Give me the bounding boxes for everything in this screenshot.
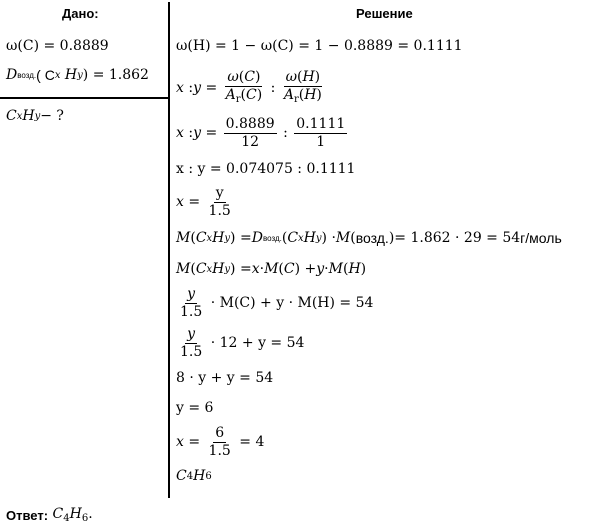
sol-line-13: C 4 H 6 <box>176 468 212 484</box>
sol-line-1: ω(H) = 1 − ω(C) = 1 − 0.8889 = 0.1111 <box>176 38 463 54</box>
given-line-2: D возд. ( C x H y ) = 1.862 <box>6 67 149 83</box>
sol-line-5: x = $\frac{y}{1.5}$ <box>176 185 231 219</box>
given-divider <box>0 97 169 99</box>
sol-line-4: x : y = 0.074075 : 0.1111 <box>176 161 356 177</box>
sol-line-8: $\frac{y}{1.5}$ · M(C) + y · M(H) = 54 <box>180 286 374 320</box>
vertical-divider <box>168 2 170 498</box>
given-header: Дано: <box>62 6 99 21</box>
given-line-1: ω(C) = 0.8889 <box>6 38 109 54</box>
sol-line-7: M ( C x H y ) = x · M ( C ) + y · M ( H ) <box>176 261 367 277</box>
given-d-sub: возд. <box>17 70 37 80</box>
sol-line-9: $\frac{y}{1.5}$ · 12 + y = 54 <box>180 326 305 360</box>
answer: Ответ: $C_4H_6$. <box>6 506 93 524</box>
solution-header: Решение <box>356 6 413 21</box>
answer-label: Ответ: <box>6 507 49 523</box>
sol-line-3: x : y = $\frac{0.8889}{12}$ : $\frac{0.1111}{1}$ <box>176 116 346 150</box>
sol-line-2: x : y = $\frac{\omega(C)}{A_r(C)}$ : $\frac{\omega(H)}{A_r(H)}$ <box>176 69 322 105</box>
sol-line-6: M ( C x H y ) = D возд. ( C x H y ) · M ( возд. ) = 1.862 · 29 = 54 г/моль <box>176 230 562 246</box>
sol-line-12: x = $\frac{6}{1.5}$ = 4 <box>176 425 265 459</box>
given-find: C x H y − ? <box>6 108 64 124</box>
sol-line-10: 8 · y + y = 54 <box>176 370 274 386</box>
sol-line-11: y = 6 <box>176 400 214 416</box>
